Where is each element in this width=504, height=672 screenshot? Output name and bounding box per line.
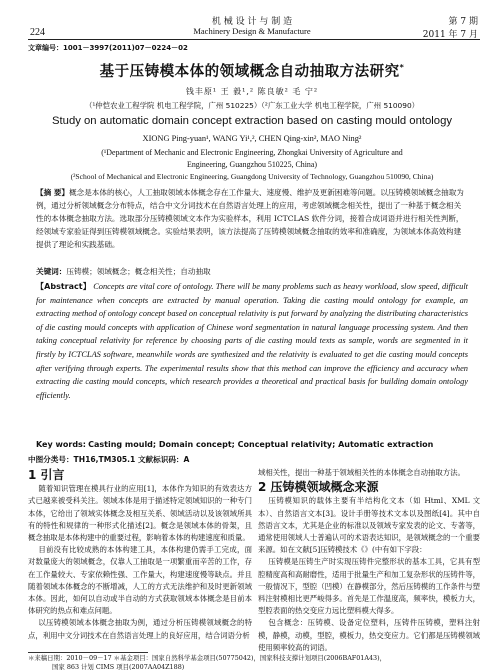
issue-date: 2011 年 7 月 xyxy=(422,30,478,40)
section-2-heading: 2 压铸模领域概念来源 xyxy=(258,480,379,495)
journal-name-cn: 机 械 设 计 与 制 造 xyxy=(211,17,293,27)
paragraph: 压铸模是压铸生产时实现压铸件完整形状的基本工具，它具有型腔精度高和高耐磨性，适用于批量生产和加工复杂形状的压铸件等，一般情况下，型腔（凹模）在静模部分，然后压铸模的工作条件与塑料注射模相比更严峻得多。首先是工作温度高，频率快，模板力大，型腔表面的热交变应力远比塑料模大得多。 xyxy=(258,557,480,616)
authors-en: XIONG Ping-yuan¹, WANG Yi¹,², CHEN Qing-xin², MAO Ning² xyxy=(142,134,362,143)
keywords-cn-label: 关键词： xyxy=(36,267,67,276)
abstract-en-label: 【Abstract】 xyxy=(36,282,91,291)
abstract-en xyxy=(36,280,468,402)
keywords-cn xyxy=(36,265,468,278)
header-rule xyxy=(28,39,480,40)
paragraph: 随着知识管理在模具行业的应用[1]，本体作为知识的有效表达方式已越来被受科关注。领域本体是用于描述特定领域知识的一种专门本体，它给出了领域实体概念及相互关系、领域活动以及该领域所具有的特性和规律的一种形式化描述[2]。概念是领域本体的骨架，且概念抽取是本体构建中的重要过程，影响着本体的构建速度和质量。 xyxy=(28,484,252,543)
affiliation-cn: （¹仲恺农业工程学院 机电工程学院，广州 510225）（²广东工业大学 机电工程学院，广州 510090） xyxy=(84,101,420,110)
abstract-cn xyxy=(36,186,468,251)
paper-title-en: Study on automatic domain concept extraction based on casting mould ontology xyxy=(51,115,453,127)
paragraph: 包含概念：压铸模、设备定位塑料，压铸件压铸模，塑料注射模，静模，动模，型腔，模板力，热交变应力。它们都是压铸模领域使用频率较高的词语。 xyxy=(258,618,480,652)
affiliation-en-3: (²School of Mechanical and Electronic Engineering, Guangdong University of Technology, Guangzhou 510090, China) xyxy=(70,172,434,181)
section-1-heading: 1 引言 xyxy=(28,468,65,482)
authors-cn: 钱丰原¹ 王 毅¹,² 陈良敏² 毛 宁² xyxy=(185,87,319,96)
column-left xyxy=(28,467,252,642)
affiliation-en-2: Engineering, Guangzhou 510225, China) xyxy=(187,160,317,169)
title-footnote-mark: * xyxy=(399,63,405,73)
page-number: 224 xyxy=(30,27,45,38)
title-text: 基于压铸模本体的领域概念自动抽取方法研究 xyxy=(99,64,400,80)
footnote xyxy=(28,654,488,672)
journal-name-en: Machinery Design & Manufacture xyxy=(193,26,311,36)
article-id: 文章编号：1001－3997(2011)07－0224－02 xyxy=(28,44,188,52)
abstract-cn-label: 【摘 要】 xyxy=(36,188,70,197)
footnote-line-2: 国家 863 计划 CIMS 项目(2007AA04Z188) xyxy=(52,663,185,671)
column-right xyxy=(258,467,480,654)
paragraph: 域相关性，提出一种基于领域相关性的本体概念自动抽取方法。 xyxy=(258,468,465,477)
keywords-en-text: Casting mould; Domain concept; Conceptual relativity; Automatic extraction xyxy=(88,440,434,449)
issue-number: 第 7 期 xyxy=(448,17,478,27)
abstract-cn-text: 概念是本体的核心，人工抽取领域本体概念存在工作量大、速度慢、维护及更新困难等问题。以压铸模领域概念抽取为例，通过分析领域概念分布特点，结合中文分词技术在自然语言处理上的应用，考虑领域概念相关性，提出了一种基于概念相关性的本体概念抽取方法。选取部分压铸模领域文本作为实验样本，利用 ICTCLAS 软件分词，接着合成词语并进行相关性判断，经领域专家验证得到压铸模领域概念。实验结果表明，该方法提高了压铸模领域概念抽取的效率和准确度，为领域本体高效构建提供了理论和实践基础。 xyxy=(36,188,464,249)
keywords-en-label: Key words: xyxy=(36,440,87,449)
abstract-en-text: Concepts are vital core of ontology. There will be many problems such as heavy workload, slow speed, difficult for maintenance when concepts are extracted by manual operation. Taking die casting mould ontology for example, an extracting method of ontology concept based on conceptual relativity is put forward by analyzing the distributing characteristics of die casting mould concepts with application of Chinese word segmentation in natural language processing system. And then taking conceptual relativity for reference by choosing parts of die casting mould texts as sample, words are segmented in it firstly by ICTCLAS software, meanwhile words are synthesized and the relativity is evaluated to get die casting mould concepts after verifying through experts. The experimental results show that this method can improve the efficiency and accuracy when extracting die casting mould concepts, which research provides a theoretical and practical basis for building domain ontology efficiently. xyxy=(36,282,469,400)
affiliation-en-1: (¹Department of Mechanic and Electronic Engineering, Zhongkai University of Agriculture and xyxy=(101,148,403,157)
paragraph: 以压铸模领域本体概念抽取为例，通过分析压铸模领域概念的特点，利用中文分词技术在自然语言处理上的良好应用，结合词语分析 xyxy=(28,618,252,640)
paper-title-cn xyxy=(20,60,484,81)
keywords-cn-text: 压铸模；领域概念；概念相关性；自动抽取 xyxy=(66,267,211,276)
footnote-line-1: ＊来稿日期：2010－09－17 ＊基金项目：国家自然科学基金项目(50775042)，国家科技支撑计划项目(2006BAF01A43)， xyxy=(28,654,387,662)
paragraph: 目前没有比较成熟的本体构建工具，本体构建仍需手工完成，面对数量庞大的领域概念，仅靠人工抽取是一项繁重而辛苦的工作，存在工作量较大、专家依赖性强、工作量大，构建速度慢等缺点。并且随着领域本体概念的不断增减，人工的方式无法维护和及时更新领域本体。因此，如何以自动或半自动的方式获取领域本体概念是目前本体研究的热点和难点问题。 xyxy=(28,545,252,616)
keywords-en xyxy=(36,438,468,451)
classification: 中图分类号：TH16,TM305.1 文献标识码：A xyxy=(28,455,190,464)
footnote-rule xyxy=(28,652,148,653)
paragraph: 压铸模知识的载体主要有半结构化文本（如 Html、XML 文本）、自然语言文本[3]。设计手册等技术文本以及图纸[4]。其中自然语言文本，尤其是企业的标准以及领域专家发表的论文、专著等，通常使用领域人士普遍认可的术语表达知识，是领域概念的一个重要来源。如在文献[5]压铸模技术《》(中有如下字段： xyxy=(258,496,480,555)
